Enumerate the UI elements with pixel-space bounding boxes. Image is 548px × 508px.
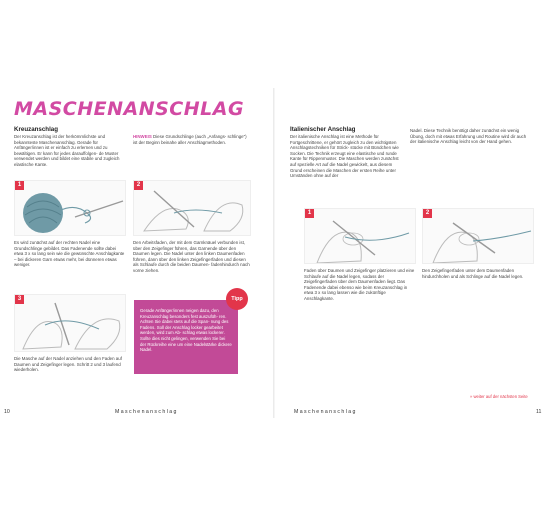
step-1-caption: Es wird zunächst auf der rechten Nadel eine Grundschlinge gebildet. Das Fadenende sollte dabei etwa 3 x so lang sein wie die gewünschte Anschlagkante – bei dickeren Garn etwas mehr, bei dünneren etwas weniger.: [14, 240, 125, 268]
step-2-photo: [133, 180, 251, 236]
hint-block: [133, 134, 251, 145]
italienisch-intro-col1: Der italienische Anschlag ist eine Methode für Fortgeschrittene, er gehört zugleich zu den wichtigsten Anschlagstechniken für Strick- stücke mit Bündchen wie Socken. Die Technik erzeugt eine elastische und runde Kante für Rippenmuster. Die Maschen werden zunächst auf spezielle Art auf die Nadel gewickelt, aus diesem Grund erscheinen die Maschen der ersten Reihe unter Umständen ohne auf der: [290, 134, 399, 179]
right-step-1-photo: [304, 208, 416, 264]
right-step-badge-1: 1: [305, 209, 314, 218]
right-step-2-caption: Den Zeigefingerfaden unter dem Daumenfaden hindurchholen und als Schlinge auf die Nadel legen.: [422, 268, 524, 279]
section-heading-kreuzanschlag: Kreuzanschlag: [14, 126, 59, 133]
left-page: [0, 88, 274, 418]
continue-note: » weiter auf der nächsten Seite: [470, 394, 528, 399]
step-3-photo: [14, 294, 126, 352]
step-2-caption: Den Arbeitsfaden, der mit dem Garnknäuel verbunden ist, über den Zeigefinger führen, das Garnende über den Daumen legen. Die Nadel unter den linken Daumenfaden führen, dann über den linken Zeigefingerfaden und diesen als Schlaufe durch die beiden Daumen- fadenhindurch nach vorne ziehen.: [133, 240, 250, 273]
hands-knitting-illustration: [134, 181, 251, 236]
section-heading-italienisch: Italienischer Anschlag: [290, 126, 356, 133]
page-number-left: 10: [4, 409, 10, 415]
step-3-caption: Die Masche auf der Nadel anziehen und den Faden auf Daumen und Zeigefinger legen. Schritt 2 und 3 laufend wiederholen.: [14, 356, 122, 373]
hands-knitting-illustration: [423, 209, 534, 264]
step-badge-2: 2: [134, 181, 143, 190]
kreuzanschlag-intro: Der Kreuzanschlag ist der herkömmlichste und bekannteste Maschenanschlag. Gerade für Anfänger/innen ist er einfach zu erlernen und zu bewältigen. Er kann für jedes darauffolgen- de Muster verwendet werden und bildet eine stabile und zugleich elastische Kante.: [14, 134, 120, 167]
right-page: [274, 88, 548, 418]
book-gutter: [273, 88, 275, 418]
hint-text: Diese Grundschlinge (auch „Anfangs- schlinge") ist der Beginn beinahe aller Anschlagmethoden.: [133, 134, 247, 145]
page-title: MASCHENANSCHLAG: [14, 98, 245, 120]
hands-knitting-illustration: [305, 209, 416, 264]
step-badge-1: 1: [15, 181, 24, 190]
step-1-photo: [14, 180, 126, 236]
hands-knitting-illustration: [15, 295, 126, 352]
italienisch-intro-col2: Nadel. Diese Technik benötigt daher zunächst ein wenig Übung, doch mit etwas Erfahrung und Routine wird dir auch der italienische Anschlag leicht von der Hand gehen.: [410, 128, 527, 145]
right-step-2-photo: [422, 208, 534, 264]
page-number-right: 11: [536, 409, 542, 415]
right-step-badge-2: 2: [423, 209, 432, 218]
hint-label: HINWEIS: [133, 134, 152, 139]
yarn-ball-illustration: [15, 181, 126, 236]
step-badge-3: 3: [15, 295, 24, 304]
right-step-1-caption: Faden über Daumen und Zeigefinger platzieren und eine Schlaufe auf die Nadel legen, sodass der Zeigefingerfaden über dem Daumenfaden liegt. Das Fadenende dabei ebenso wie beim Kreuzanschlag in etwa 3 x so lang lassen wie die zukünftige Anschlagkante.: [304, 268, 415, 301]
footer-left: Maschenanschlag: [115, 409, 178, 415]
tip-badge: Tipp: [226, 288, 248, 310]
footer-right: Maschenanschlag: [294, 409, 357, 415]
tip-box: Gerade Anfänger/innen neigen dazu, den Kreuzanschlag besonders fest auszufüh- ren. Achten Sie dabei stets auf die Span- nung des Fadens. Soll der Anschlag locker gearbeitet werden, wird zum Ab- schlag etwas lockerer. Sollte dies nicht gelingen, verwenden Sie bei der Rückreihe eine um eine Nadelstärke dickere Nadel.: [134, 300, 238, 374]
